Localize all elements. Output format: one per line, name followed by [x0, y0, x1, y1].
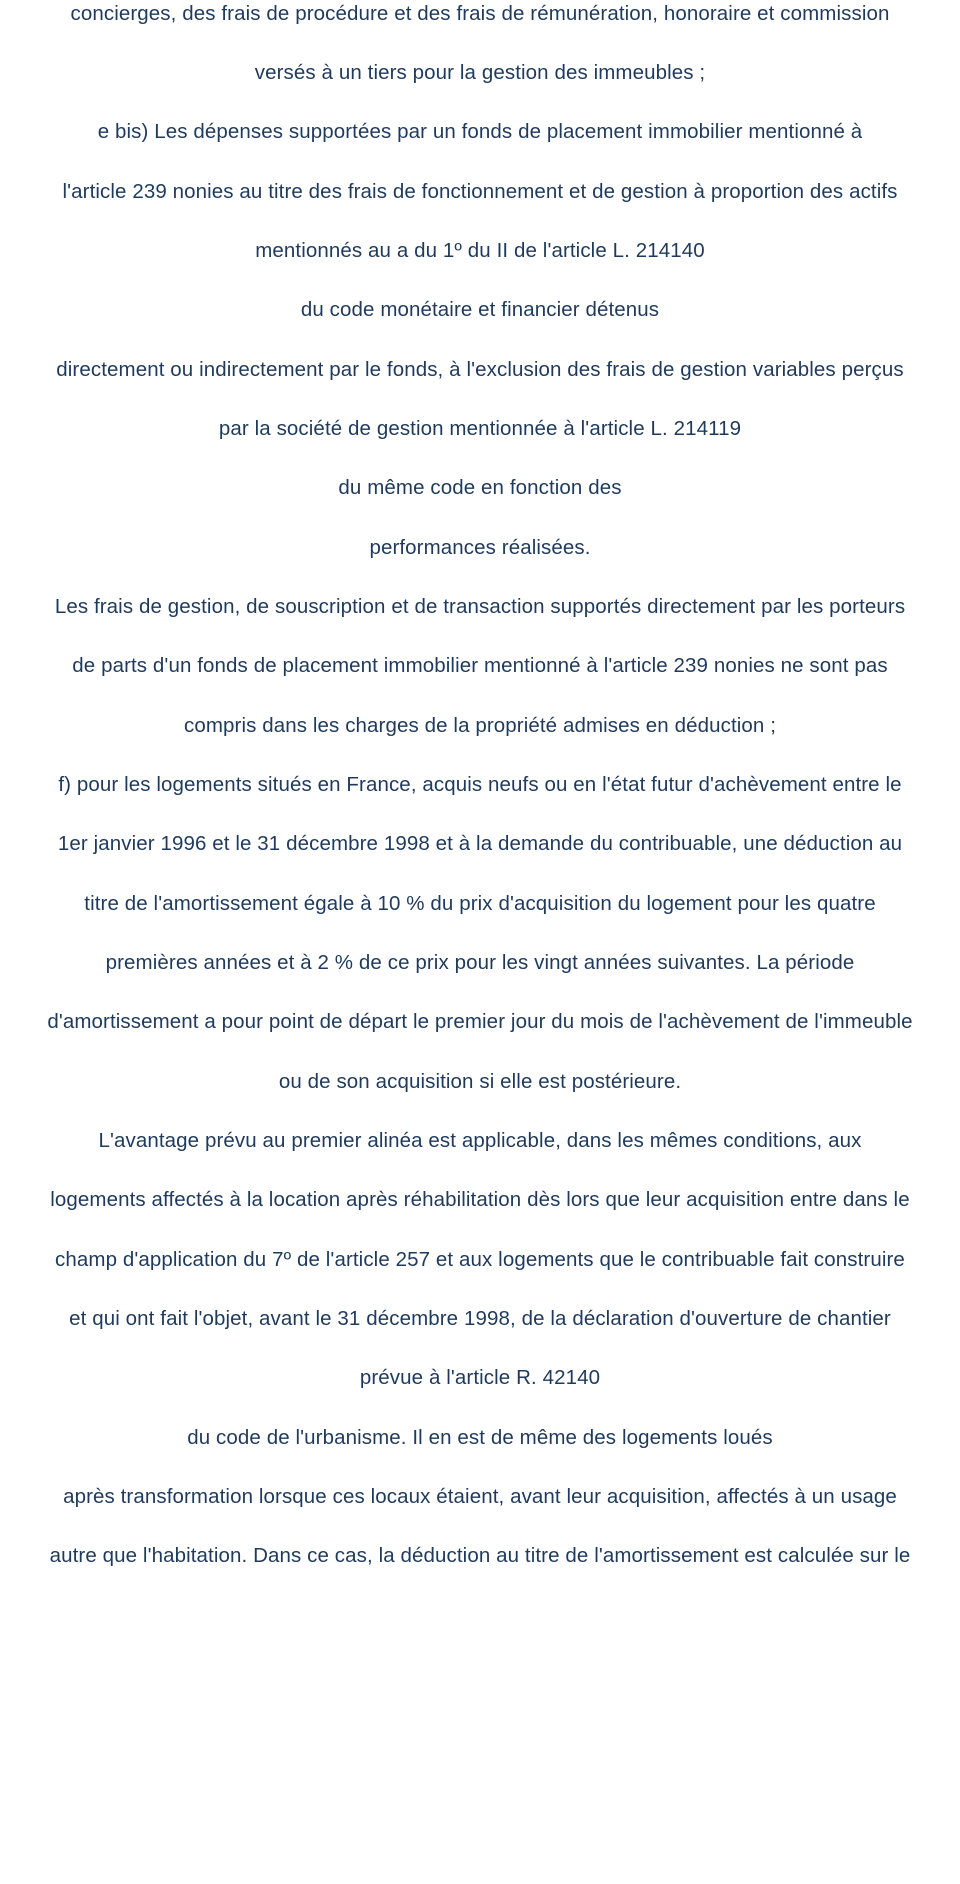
- text-line: premières années et à 2 % de ce prix pour les vingt années suivantes. La période: [105, 951, 855, 974]
- text-line: f) pour les logements situés en France, acquis neufs ou en l'état futur d'achèvement entre le: [58, 773, 902, 796]
- text-line: du code monétaire et financier détenus: [300, 298, 660, 321]
- text-line: titre de l'amortissement égale à 10 % du prix d'acquisition du logement pour les quatre: [84, 892, 876, 915]
- text-line: concierges, des frais de procédure et des frais de rémunération, honoraire et commission: [70, 2, 890, 25]
- text-line: logements affectés à la location après réhabilitation dès lors que leur acquisition entre dans le: [50, 1188, 910, 1211]
- text-line: mentionnés au a du 1º du II de l'article L. 214140: [255, 239, 705, 262]
- text-line: après transformation lorsque ces locaux étaient, avant leur acquisition, affectés à un usage: [63, 1485, 897, 1508]
- text-line: Les frais de gestion, de souscription et de transaction supportés directement par les porteurs: [54, 595, 906, 618]
- text-line: et qui ont fait l'objet, avant le 31 décembre 1998, de la déclaration d'ouverture de chantier: [69, 1307, 891, 1330]
- text-line: par la société de gestion mentionnée à l'article L. 214119: [218, 417, 742, 440]
- text-line: l'article 239 nonies au titre des frais de fonctionnement et de gestion à proportion des actifs: [62, 180, 898, 203]
- text-line: compris dans les charges de la propriété admises en déduction ;: [183, 714, 776, 737]
- text-line: prévue à l'article R. 42140: [359, 1366, 601, 1389]
- text-line: de parts d'un fonds de placement immobilier mentionné à l'article 239 nonies ne sont pas: [72, 654, 888, 677]
- text-line: performances réalisées.: [369, 536, 591, 559]
- text-line: champ d'application du 7º de l'article 257 et aux logements que le contribuable fait construire: [55, 1248, 905, 1271]
- text-line: d'amortissement a pour point de départ le premier jour du mois de l'achèvement de l'immeuble: [47, 1010, 913, 1033]
- text-line: du même code en fonction des: [338, 476, 622, 499]
- text-line: e bis) Les dépenses supportées par un fonds de placement immobilier mentionné à: [97, 120, 863, 143]
- text-line: L'avantage prévu au premier alinéa est applicable, dans les mêmes conditions, aux: [98, 1129, 862, 1152]
- text-line: autre que l'habitation. Dans ce cas, la déduction au titre de l'amortissement est calculée sur le: [49, 1544, 911, 1567]
- text-line: directement ou indirectement par le fonds, à l'exclusion des frais de gestion variables perçus: [56, 358, 904, 381]
- text-line: 1er janvier 1996 et le 31 décembre 1998 et à la demande du contribuable, une déduction au: [57, 832, 903, 855]
- text-line: versés à un tiers pour la gestion des immeubles ;: [254, 61, 706, 84]
- text-line: du code de l'urbanisme. Il en est de même des logements loués: [187, 1426, 773, 1449]
- text-line: ou de son acquisition si elle est postérieure.: [278, 1070, 682, 1093]
